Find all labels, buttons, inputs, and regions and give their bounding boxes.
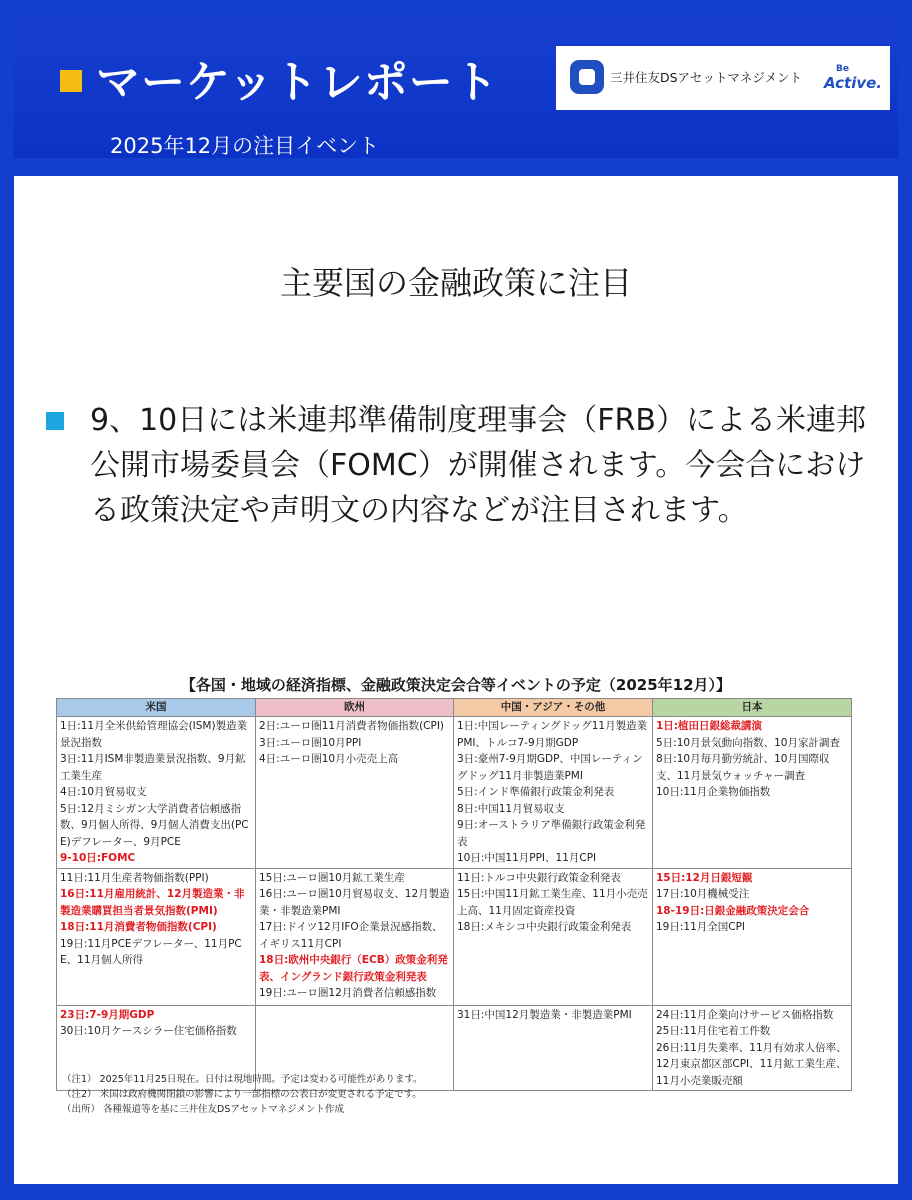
table-cell <box>454 1005 653 1091</box>
footnote: （注1） 2025年11月25日現在。日付は現地時間。予定は変わる可能性があります。 <box>62 1074 423 1085</box>
event-entry: 25日:11月住宅着工件数 <box>656 1025 771 1037</box>
logo-mark-icon <box>570 60 604 94</box>
logo-company-name: 三井住友DSアセットマネジメント <box>610 70 803 85</box>
event-entry: 4日:ユーロ圏10月小売売上高 <box>259 753 399 765</box>
event-entry: 30日:10月ケースシラー住宅価格指数 <box>60 1025 237 1037</box>
company-logo <box>556 46 890 110</box>
report-title: マーケットレポート <box>96 57 499 108</box>
bullet-marker <box>46 412 64 430</box>
event-entry: 15日:ユーロ圏10月鉱工業生産 <box>259 871 405 884</box>
event-entry: 8日:中国11月貿易収支 <box>457 802 565 815</box>
footnote: （注2） 米国は政府機関閉鎖の影響により一部指標の公表日が変更される予定です。 <box>62 1089 422 1100</box>
event-entry: 15日:中国11月鉱工業生産、11月小売売上高、11月固定資産投資 <box>457 888 648 917</box>
highlight-event: 1日:植田日銀総裁講演 <box>656 720 763 732</box>
footnote: （出所） 各種報道等を基に三井住友DSアセットマネジメント作成 <box>62 1104 344 1115</box>
table-cell <box>57 868 256 1005</box>
event-entry: 1日:中国レーティングドッグ11月製造業PMI、トルコ7-9月期GDP <box>457 720 648 749</box>
table-row <box>57 717 852 869</box>
table-cell <box>57 717 256 869</box>
column-header-us: 米国 <box>57 699 256 717</box>
event-entry: 3日:豪州7-9月期GDP、中国レーティングドッグ11月非製造業PMI <box>457 753 643 782</box>
summary-paragraph: 9、10日には米連邦準備制度理事会（FRB）による米連邦公開市場委員会（FOMC）が開催されます。今会合における政策決定や声明文の内容などが注目されます。 <box>90 403 866 528</box>
event-entry: 8日:10月毎月勤労統計、10月国際収支、11月景気ウォッチャー調査 <box>656 753 830 782</box>
highlight-event: 15日:12月日銀短観 <box>656 871 753 884</box>
highlight-event: 9-10日:FOMC <box>60 852 136 864</box>
column-header-europe: 欧州 <box>256 699 454 717</box>
event-entry: 5日:12月ミシガン大学消費者信頼感指数、9月個人所得、9月個人消費支出(PCE)デフレーター、9月PCE <box>60 802 249 848</box>
event-entry: 17日:ドイツ12月IFO企業景況感指数、イギリス11月CPI <box>259 921 443 950</box>
table-row <box>57 868 852 1005</box>
table-cell <box>653 717 852 869</box>
table-cell <box>256 717 454 869</box>
report-header <box>14 18 898 158</box>
event-schedule-table <box>56 698 852 1091</box>
event-entry: 4日:10月貿易収支 <box>60 786 147 798</box>
event-entry: 16日:ユーロ圏10月貿易収支、12月製造業・非製造業PMI <box>259 888 450 917</box>
headline: 主要国の金融政策に注目 <box>279 264 632 302</box>
table-cell <box>653 1005 852 1091</box>
table-cell <box>454 868 653 1005</box>
event-entry: 11日:トルコ中央銀行政策金利発表 <box>457 871 621 884</box>
event-entry: 10日:11月企業物価指数 <box>656 786 771 798</box>
report-subtitle: 2025年12月の注目イベント <box>110 134 380 158</box>
table-cell <box>256 868 454 1005</box>
event-entry: 24日:11月企業向けサービス価格指数 <box>656 1008 834 1021</box>
event-entry: 18日:メキシコ中央銀行政策金利発表 <box>457 921 632 933</box>
column-header-japan: 日本 <box>653 699 852 717</box>
event-entry: 5日:インド準備銀行政策金利発表 <box>457 786 615 798</box>
title-marker <box>60 70 82 92</box>
event-entry: 3日:ユーロ圏10月PPI <box>259 736 362 749</box>
table-cell <box>653 868 852 1005</box>
event-entry: 19日:11月PCEデフレーター、11月PCE、11月個人所得 <box>60 937 242 966</box>
highlight-event: 23日:7-9月期GDP <box>60 1008 155 1021</box>
highlight-event: 18-19日:日銀金融政策決定会合 <box>656 904 810 917</box>
footnotes <box>62 1072 423 1117</box>
event-entry: 19日:11月全国CPI <box>656 921 746 933</box>
event-entry: 11日:11月生産者物価指数(PPI) <box>60 871 209 884</box>
highlight-event: 18日:11月消費者物価指数(CPI) <box>60 921 217 933</box>
column-header-asia: 中国・アジア・その他 <box>454 699 653 717</box>
logo-tagline-active: Active. <box>824 74 883 92</box>
event-entry: 3日:11月ISM非製造業景況指数、9月鉱工業生産 <box>60 753 246 782</box>
event-entry: 26日:11月失業率、11月有効求人倍率、12月東京都区部CPI、11月鉱工業生産、11月小売業販売額 <box>656 1041 847 1087</box>
event-entry: 1日:11月全米供給管理協会(ISM)製造業景況指数 <box>60 720 248 749</box>
table-title: 【各国・地域の経済指標、金融政策決定会合等イベントの予定（2025年12月）】 <box>180 676 732 694</box>
logo-tagline-be: Be <box>836 64 849 74</box>
event-entry: 17日:10月機械受注 <box>656 888 750 900</box>
highlight-event: 18日:欧州中央銀行（ECB）政策金利発表、イングランド銀行政策金利発表 <box>259 954 448 983</box>
event-entry: 9日:オーストラリア準備銀行政策金利発表 <box>457 819 646 848</box>
highlight-event: 16日:11月雇用統計、12月製造業・非製造業購買担当者景気指数(PMI) <box>60 888 245 917</box>
event-entry: 10日:中国11月PPI、11月CPI <box>457 852 597 864</box>
event-entry: 31日:中国12月製造業・非製造業PMI <box>457 1008 632 1021</box>
event-entry: 2日:ユーロ圏11月消費者物価指数(CPI) <box>259 720 445 732</box>
event-entry: 5日:10月景気動向指数、10月家計調査 <box>656 736 840 749</box>
table-cell <box>454 717 653 869</box>
event-entry: 19日:ユーロ圏12月消費者信頼感指数 <box>259 987 437 999</box>
